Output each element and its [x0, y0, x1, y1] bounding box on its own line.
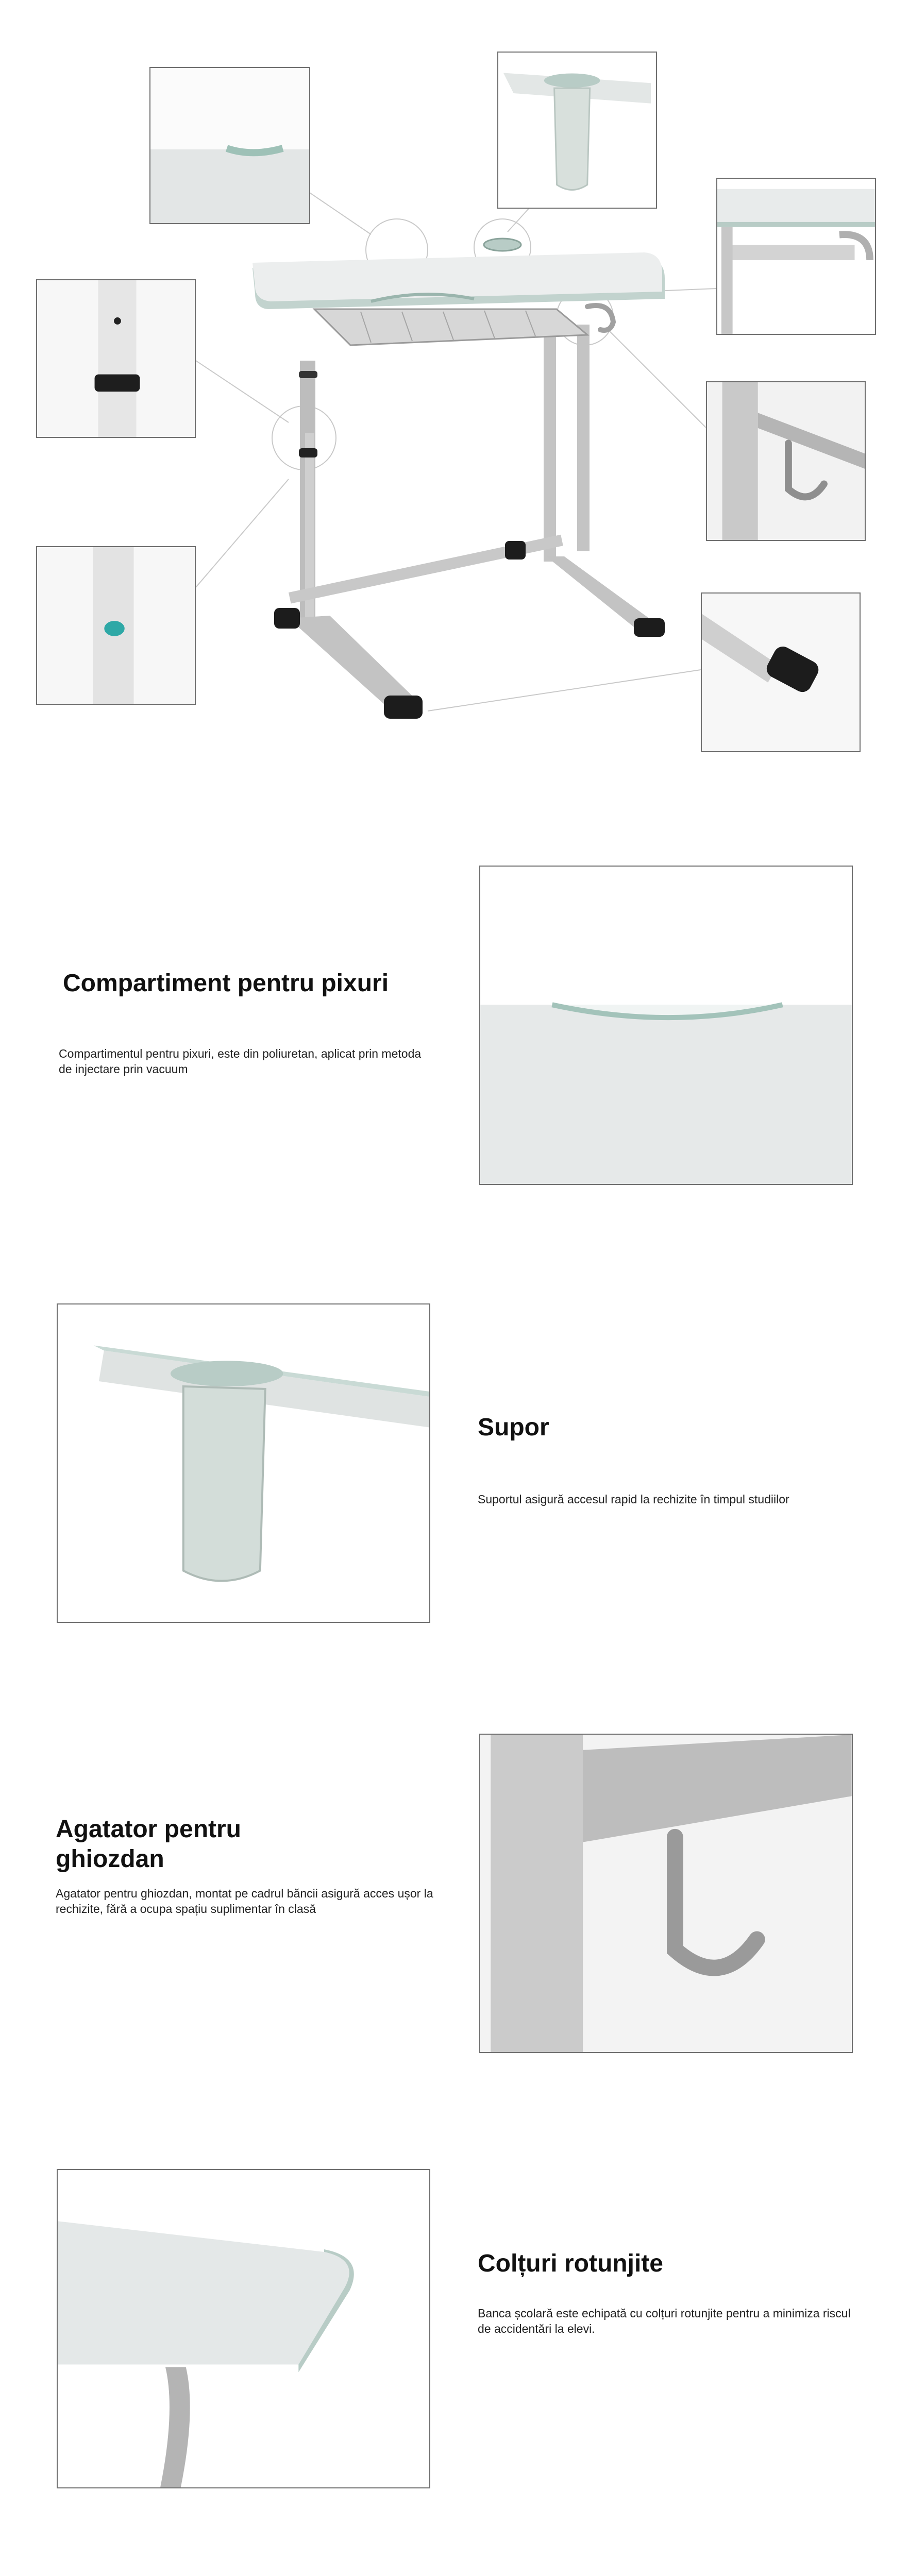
image-rounded-corners	[57, 2169, 430, 2488]
image-holder	[57, 1303, 430, 1623]
callout-color-leg	[36, 546, 196, 705]
callout-foot-cap	[701, 592, 861, 752]
callout-holder	[497, 52, 657, 209]
image-pen-compartment	[479, 866, 853, 1185]
section-title-rounded-corners: Colțuri rotunjite	[478, 2250, 663, 2277]
callout-engraved-leg	[36, 279, 196, 438]
section-text-bag-hook: Agatator pentru ghiozdan, montat pe cadrul băncii asigură acces ușor la rechizite, fără a ocupa spațiu suplimentar în clasă	[56, 1887, 433, 1916]
callout-pen-compartment	[149, 67, 310, 224]
image-bag-hook	[479, 1734, 853, 2053]
section-text-holder: Suportul asigură accesul rapid la rechizite în timpul studiilor	[478, 1493, 789, 1506]
callout-bag-hook	[706, 381, 866, 541]
section-title-pen-compartment: Compartiment pentru pixuri	[63, 970, 389, 997]
section-text-rounded-corners: Banca școlară este echipată cu colțuri rotunjite pentru a minimiza riscul de accidentări la elevi.	[478, 2307, 851, 2335]
school-desk	[252, 239, 665, 719]
hero-overview	[0, 0, 909, 773]
callout-shelf-side	[716, 178, 876, 335]
section-title-bag-hook: Agatator pentru ghiozdan	[56, 1816, 241, 1873]
section-title-holder: Supor	[478, 1414, 549, 1441]
section-text-pen-compartment: Compartimentul pentru pixuri, este din poliuretan, aplicat prin metoda de injectare prin vacuum	[59, 1047, 422, 1076]
